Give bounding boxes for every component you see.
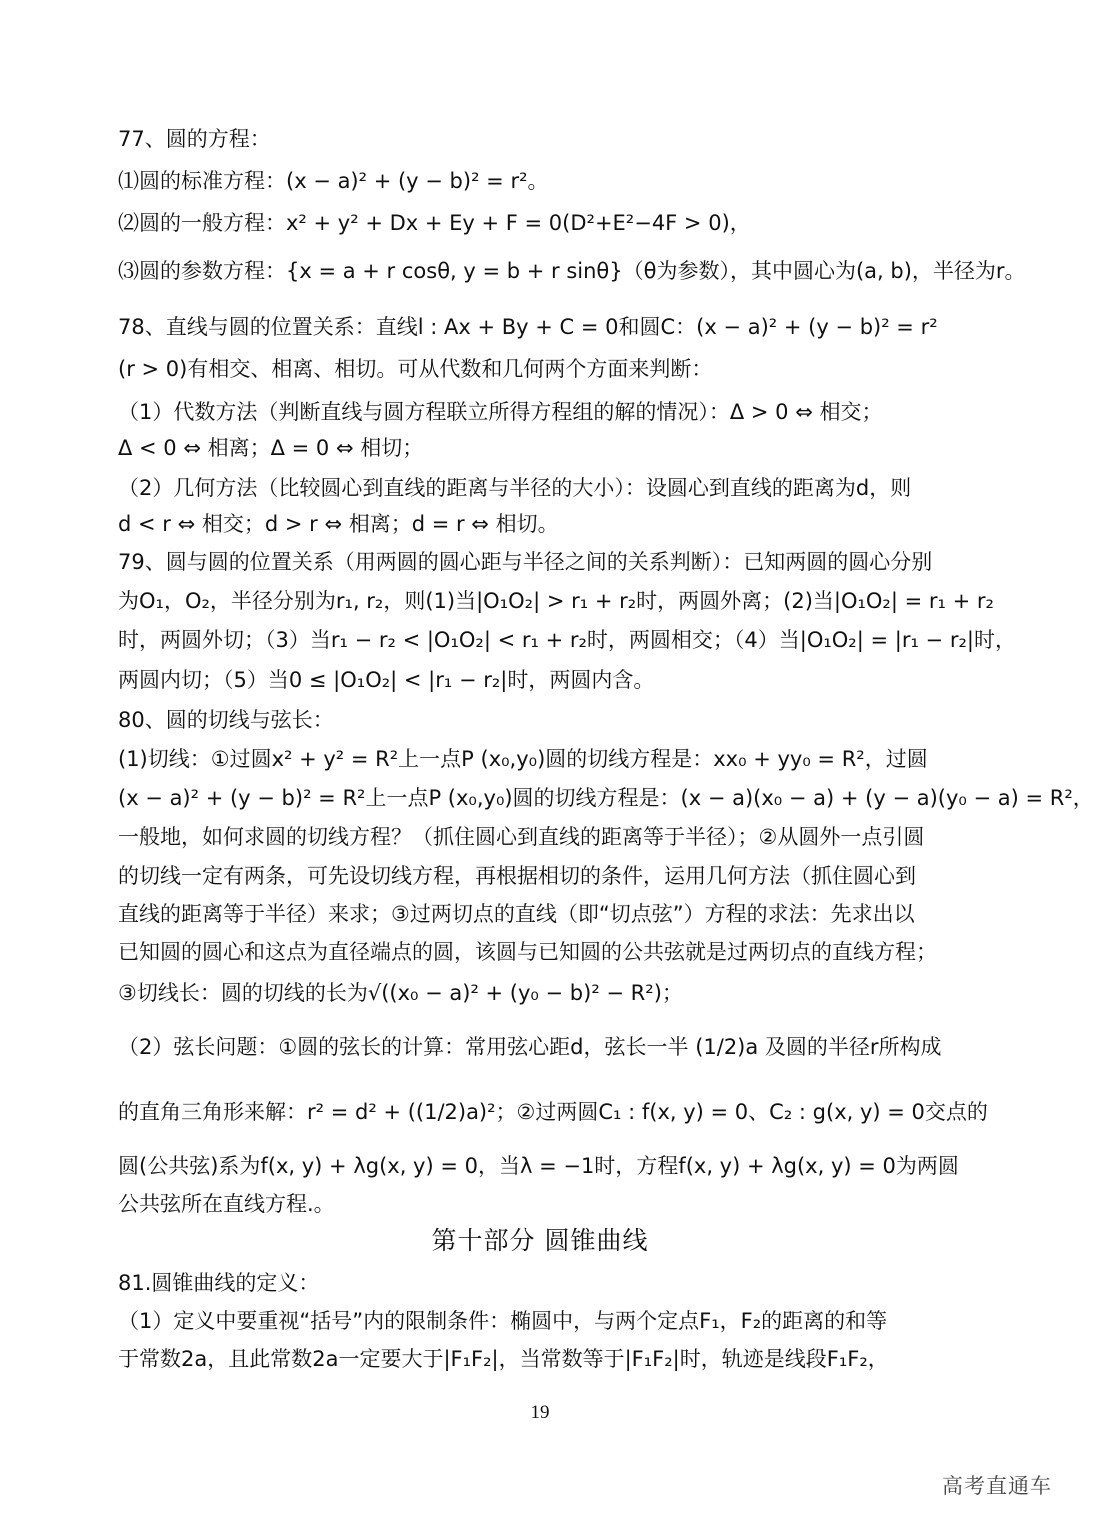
text-line: （2）弦长问题：①圆的弦长的计算：常用弦心距d，弦长一半 (1/2)a 及圆的半径r所构成 bbox=[118, 1035, 942, 1059]
text-line: 为O₁，O₂，半径分别为r₁, r₂，则(1)当|O₁O₂| > r₁ + r₂时，两圆外离；(2)当|O₁O₂| = r₁ + r₂ bbox=[118, 589, 994, 613]
text-line: Δ < 0 ⇔ 相离；Δ = 0 ⇔ 相切； bbox=[118, 436, 424, 460]
text-line: 于常数2a，且此常数2a一定要大于|F₁F₂|，当常数等于|F₁F₂|时，轨迹是线段F₁F₂， bbox=[118, 1347, 889, 1371]
text-line: （2）几何方法（比较圆心到直线的距离与半径的大小）：设圆心到直线的距离为d，则 bbox=[118, 476, 912, 500]
heading-81: 81.圆锥曲线的定义： bbox=[118, 1271, 320, 1295]
text-line: 已知圆的圆心和这点为直径端点的圆，该圆与已知圆的公共弦就是过两切点的直线方程； bbox=[118, 940, 937, 964]
text-line: ⑶圆的参数方程：{x = a + r cosθ, y = b + r sinθ}（θ为参数），其中圆心为(a, b)，半径为r。 bbox=[118, 259, 1026, 283]
text-line: 公共弦所在直线方程.。 bbox=[118, 1192, 335, 1216]
heading-77: 77、圆的方程： bbox=[118, 127, 271, 151]
text-line: 直线的距离等于半径）来求；③过两切点的直线（即“切点弦”）方程的求法：先求出以 bbox=[118, 902, 915, 926]
heading-80: 80、圆的切线与弦长： bbox=[118, 708, 334, 732]
text-line: （1）代数方法（判断直线与圆方程联立所得方程组的解的情况）：Δ > 0 ⇔ 相交； bbox=[118, 400, 883, 424]
text-line: 一般地，如何求圆的切线方程？（抓住圆心到直线的距离等于半径）；②从圆外一点引圆 bbox=[118, 825, 925, 849]
text-line: 圆(公共弦)系为f(x, y) + λg(x, y) = 0，当λ = −1时，方程f(x, y) + λg(x, y) = 0为两圆 bbox=[118, 1154, 959, 1178]
text-line: 两圆内切；（5）当0 ≤ |O₁O₂| < |r₁ − r₂|时，两圆内含。 bbox=[118, 668, 655, 692]
page-number: 19 bbox=[530, 1402, 550, 1423]
text-line: (r > 0)有相交、相离、相切。可从代数和几何两个方面来判断： bbox=[118, 357, 713, 381]
section-title: 第十部分 圆锥曲线 bbox=[431, 1226, 649, 1255]
heading-78: 78、直线与圆的位置关系：直线l : Ax + By + C = 0和圆C：(x − a)² + (y − b)² = r² bbox=[118, 315, 938, 339]
watermark: 高考直通车 bbox=[942, 1474, 1052, 1498]
text-line: ③切线长：圆的切线的长为√((x₀ − a)² + (y₀ − b)² − R²)； bbox=[118, 981, 683, 1005]
text-line: 的直角三角形来解：r² = d² + ((1/2)a)²；②过两圆C₁ : f(x, y) = 0、C₂ : g(x, y) = 0交点的 bbox=[118, 1100, 988, 1124]
text-line: 时，两圆外切；（3）当r₁ − r₂ < |O₁O₂| < r₁ + r₂时，两圆相交；（4）当|O₁O₂| = |r₁ − r₂|时， bbox=[118, 628, 1016, 652]
text-line: 的切线一定有两条，可先设切线方程，再根据相切的条件，运用几何方法（抓住圆心到 bbox=[118, 864, 916, 888]
text-line: (1)切线：①过圆x² + y² = R²上一点P (x₀,y₀)圆的切线方程是：xx₀ + yy₀ = R²，过圆 bbox=[118, 747, 928, 771]
text-line: d < r ⇔ 相交；d > r ⇔ 相离；d = r ⇔ 相切。 bbox=[118, 512, 559, 536]
text-line: ⑵圆的一般方程：x² + y² + Dx + Ey + F = 0(D²+E²−4F > 0)， bbox=[118, 211, 751, 235]
text-line: ⑴圆的标准方程：(x − a)² + (y − b)² = r²。 bbox=[118, 169, 549, 193]
text-line: （1）定义中要重视“括号”内的限制条件：椭圆中，与两个定点F₁，F₂的距离的和等 bbox=[118, 1309, 888, 1333]
text-line: (x − a)² + (y − b)² = R²上一点P (x₀,y₀)圆的切线方程是：(x − a)(x₀ − a) + (y − a)(y₀ − a) = R²， bbox=[118, 786, 1094, 810]
heading-79: 79、圆与圆的位置关系（用两圆的圆心距与半径之间的关系判断）：已知两圆的圆心分别 bbox=[118, 550, 933, 574]
